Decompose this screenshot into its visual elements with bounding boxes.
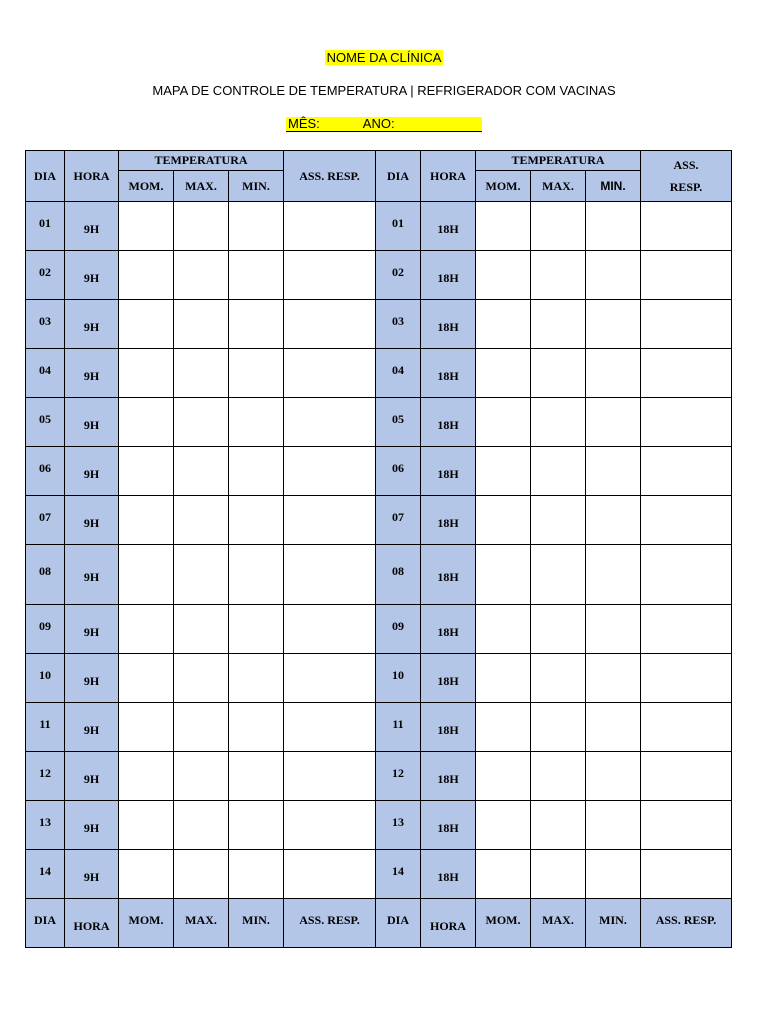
table-row: [26, 300, 732, 349]
footer-max-right-text: MAX.: [542, 912, 574, 927]
min-input-left[interactable]: [229, 202, 284, 251]
hour-cell-right-text: 18H: [437, 624, 459, 639]
max-input-left[interactable]: [174, 545, 229, 605]
mom-input-left[interactable]: [119, 349, 174, 398]
footer-min-left-text: MIN.: [242, 912, 270, 927]
mom-input-right[interactable]: [476, 349, 531, 398]
max-input-right[interactable]: [531, 398, 586, 447]
max-input-right[interactable]: [531, 447, 586, 496]
mom-input-left[interactable]: [119, 398, 174, 447]
signature-input-right[interactable]: [641, 801, 732, 850]
hour-cell-right: [421, 251, 476, 300]
max-input-right[interactable]: [531, 752, 586, 801]
hour-cell-right: [421, 349, 476, 398]
header-ass-label: ASS.: [673, 157, 699, 172]
footer-hora-left-text: HORA: [73, 918, 110, 933]
hour-cell-left-text: 9H: [83, 466, 100, 481]
day-cell-right: [376, 605, 421, 654]
header-dia-left: DIA: [26, 151, 65, 202]
hour-cell-right: [421, 801, 476, 850]
mom-input-left[interactable]: [119, 850, 174, 899]
hour-cell-right: [421, 300, 476, 349]
signature-input-left[interactable]: [284, 850, 376, 899]
temperature-table: [25, 150, 732, 948]
header-hora-right: HORA: [421, 151, 476, 202]
day-cell-right-text: 14: [392, 863, 404, 878]
max-input-right[interactable]: [531, 251, 586, 300]
day-cell-right: [376, 654, 421, 703]
day-cell-right-text: 04: [392, 362, 404, 377]
table-row: [26, 752, 732, 801]
hour-cell-left: [65, 850, 119, 899]
day-cell-left: [26, 801, 65, 850]
day-cell-right: [376, 703, 421, 752]
day-cell-right-text: 08: [392, 564, 404, 578]
clinic-name-text: NOME DA CLÍNICA: [326, 50, 442, 65]
footer-dia-left: [26, 899, 65, 948]
max-input-right[interactable]: [531, 703, 586, 752]
hour-cell-right-text: 18H: [437, 869, 459, 884]
day-cell-right-text: 13: [392, 814, 404, 829]
max-input-left[interactable]: [174, 605, 229, 654]
hour-cell-left-text: 9H: [83, 869, 100, 884]
hour-cell-left: [65, 496, 119, 545]
header-resp-label: RESP.: [669, 179, 703, 194]
hour-cell-left-text: 9H: [83, 319, 100, 334]
hour-cell-right: [421, 703, 476, 752]
max-input-left[interactable]: [174, 496, 229, 545]
hour-cell-left-text: 9H: [83, 221, 100, 236]
hour-cell-right: [421, 850, 476, 899]
max-input-right[interactable]: [531, 801, 586, 850]
mom-input-right[interactable]: [476, 496, 531, 545]
signature-input-right[interactable]: [641, 752, 732, 801]
day-cell-right: [376, 496, 421, 545]
day-cell-right: [376, 398, 421, 447]
day-cell-right-text: 01: [392, 215, 404, 230]
day-cell-left-text: 10: [39, 667, 51, 682]
max-input-left[interactable]: [174, 202, 229, 251]
day-cell-right: [376, 300, 421, 349]
footer-max-left: [174, 899, 229, 948]
signature-input-left[interactable]: [284, 496, 376, 545]
min-input-right[interactable]: [586, 605, 641, 654]
day-cell-left-text: 08: [39, 564, 51, 578]
min-input-right[interactable]: [586, 850, 641, 899]
hour-cell-left-text: 9H: [83, 820, 100, 835]
min-input-left[interactable]: [229, 801, 284, 850]
max-input-left[interactable]: [174, 752, 229, 801]
day-cell-left: [26, 398, 65, 447]
hour-cell-left: [65, 398, 119, 447]
max-input-left[interactable]: [174, 850, 229, 899]
signature-input-right[interactable]: [641, 349, 732, 398]
footer-hora-right: [421, 899, 476, 948]
day-cell-right: [376, 752, 421, 801]
footer-dia-left-text: DIA: [33, 912, 56, 927]
max-input-left[interactable]: [174, 447, 229, 496]
hour-cell-left-text: 9H: [83, 624, 100, 639]
table-row: [26, 496, 732, 545]
table-row: [26, 545, 732, 605]
hour-cell-left: [65, 300, 119, 349]
mom-input-left[interactable]: [119, 447, 174, 496]
mom-input-left[interactable]: [119, 202, 174, 251]
hour-cell-right-text: 18H: [437, 270, 459, 285]
header-temperatura-right: TEMPERATURA: [476, 151, 641, 171]
signature-input-right[interactable]: [641, 545, 732, 605]
table-row: [26, 202, 732, 251]
footer-hora-right-text: HORA: [430, 918, 466, 933]
day-cell-left-text: 09: [39, 618, 51, 633]
max-input-left[interactable]: [174, 654, 229, 703]
min-input-right[interactable]: [586, 545, 641, 605]
day-cell-right-text: 03: [392, 313, 404, 328]
table-row: [26, 398, 732, 447]
day-cell-right: [376, 202, 421, 251]
day-cell-left: [26, 545, 65, 605]
hour-cell-left: [65, 605, 119, 654]
footer-min-left: [229, 899, 284, 948]
hour-cell-right-text: 18H: [437, 319, 459, 334]
signature-input-left[interactable]: [284, 398, 376, 447]
signature-input-left[interactable]: [284, 545, 376, 605]
header-dia-right: DIA: [376, 151, 421, 202]
hour-cell-left: [65, 801, 119, 850]
footer-mom-right: [476, 899, 531, 948]
hour-cell-right: [421, 654, 476, 703]
day-cell-right-text: 06: [392, 460, 404, 475]
day-cell-left: [26, 300, 65, 349]
day-cell-right-text: 12: [392, 765, 404, 780]
day-cell-left: [26, 850, 65, 899]
min-input-left[interactable]: [229, 752, 284, 801]
day-cell-left: [26, 447, 65, 496]
mom-input-left[interactable]: [119, 801, 174, 850]
table-footer-row: [26, 899, 732, 948]
min-input-left[interactable]: [229, 703, 284, 752]
table-row: [26, 801, 732, 850]
header-mom-left: MOM.: [119, 171, 174, 202]
signature-input-right[interactable]: [641, 251, 732, 300]
clinic-name: [0, 50, 768, 65]
day-cell-left: [26, 654, 65, 703]
day-cell-right: [376, 850, 421, 899]
mom-input-right[interactable]: [476, 300, 531, 349]
footer-ass-resp-left-text: ASS. RESP.: [299, 912, 360, 927]
min-input-left[interactable]: [229, 398, 284, 447]
min-input-right[interactable]: [586, 202, 641, 251]
signature-input-right[interactable]: [641, 202, 732, 251]
signature-input-right[interactable]: [641, 398, 732, 447]
mom-input-left[interactable]: [119, 496, 174, 545]
day-cell-left: [26, 752, 65, 801]
header-min-left: MIN.: [229, 171, 284, 202]
hour-cell-right-text: 18H: [437, 368, 459, 383]
day-cell-left: [26, 349, 65, 398]
day-cell-right: [376, 447, 421, 496]
day-cell-left-text: 01: [39, 215, 51, 230]
max-input-left[interactable]: [174, 251, 229, 300]
max-input-right[interactable]: [531, 654, 586, 703]
mom-input-left[interactable]: [119, 752, 174, 801]
max-input-right[interactable]: [531, 202, 586, 251]
hour-cell-right-text: 18H: [437, 820, 459, 835]
signature-input-right[interactable]: [641, 447, 732, 496]
hour-cell-left-text: 9H: [83, 270, 100, 285]
table-row: [26, 447, 732, 496]
footer-min-right: [586, 899, 641, 948]
max-input-left[interactable]: [174, 398, 229, 447]
day-cell-left: [26, 202, 65, 251]
max-input-right[interactable]: [531, 300, 586, 349]
table-row: [26, 605, 732, 654]
signature-input-left[interactable]: [284, 654, 376, 703]
mom-input-right[interactable]: [476, 703, 531, 752]
day-cell-left-text: 05: [39, 411, 51, 426]
min-input-left[interactable]: [229, 300, 284, 349]
mom-input-right[interactable]: [476, 545, 531, 605]
signature-input-right[interactable]: [641, 654, 732, 703]
hour-cell-left-text: 9H: [83, 515, 100, 530]
mom-input-right[interactable]: [476, 447, 531, 496]
day-cell-left: [26, 496, 65, 545]
hour-cell-left-text: 9H: [83, 771, 100, 786]
min-input-left[interactable]: [229, 850, 284, 899]
year-label: ANO:: [362, 116, 395, 131]
day-cell-left-text: 14: [39, 863, 51, 878]
header-mom-right: MOM.: [476, 171, 531, 202]
hour-cell-left: [65, 349, 119, 398]
hour-cell-left: [65, 251, 119, 300]
day-cell-right-text: 09: [392, 618, 404, 633]
signature-input-left[interactable]: [284, 801, 376, 850]
min-input-left[interactable]: [229, 545, 284, 605]
min-input-left[interactable]: [229, 447, 284, 496]
hour-cell-right-text: 18H: [437, 515, 459, 530]
signature-input-left[interactable]: [284, 300, 376, 349]
day-cell-left-text: 02: [39, 264, 51, 279]
header-hora-left: HORA: [65, 151, 119, 202]
max-input-right[interactable]: [531, 349, 586, 398]
table-row: [26, 654, 732, 703]
min-input-left[interactable]: [229, 496, 284, 545]
hour-cell-left: [65, 545, 119, 605]
day-cell-right: [376, 349, 421, 398]
hour-cell-right: [421, 202, 476, 251]
mom-input-right[interactable]: [476, 251, 531, 300]
signature-input-right[interactable]: [641, 496, 732, 545]
header-max-right: MAX.: [531, 171, 586, 202]
header-temperatura-left: TEMPERATURA: [119, 151, 284, 171]
max-input-left[interactable]: [174, 703, 229, 752]
month-label: MÊS:: [288, 116, 320, 131]
signature-input-left[interactable]: [284, 202, 376, 251]
hour-cell-right-text: 18H: [437, 722, 459, 737]
signature-input-left[interactable]: [284, 349, 376, 398]
hour-cell-left-text: 9H: [83, 417, 100, 432]
min-input-left[interactable]: [229, 654, 284, 703]
hour-cell-left: [65, 447, 119, 496]
day-cell-right: [376, 545, 421, 605]
max-input-left[interactable]: [174, 801, 229, 850]
hour-cell-right-text: 18H: [437, 466, 459, 481]
table-row: [26, 251, 732, 300]
footer-ass-resp-left: [284, 899, 376, 948]
day-cell-left-text: 11: [39, 716, 51, 731]
footer-max-left-text: MAX.: [185, 912, 217, 927]
mom-input-left[interactable]: [119, 703, 174, 752]
hour-cell-left-text: 9H: [83, 570, 100, 584]
day-cell-right-text: 02: [392, 264, 404, 279]
hour-cell-right: [421, 545, 476, 605]
header-ass-resp-left: ASS. RESP.: [284, 151, 376, 202]
day-cell-left: [26, 703, 65, 752]
header-max-left: MAX.: [174, 171, 229, 202]
min-input-right[interactable]: [586, 349, 641, 398]
signature-input-left[interactable]: [284, 605, 376, 654]
footer-max-right: [531, 899, 586, 948]
min-input-right[interactable]: [586, 752, 641, 801]
footer-mom-left: [119, 899, 174, 948]
hour-cell-right-text: 18H: [437, 771, 459, 786]
signature-input-right[interactable]: [641, 703, 732, 752]
min-input-right[interactable]: [586, 398, 641, 447]
month-year-line: [0, 116, 768, 132]
day-cell-left-text: 07: [39, 509, 51, 524]
month-year-field[interactable]: [286, 117, 482, 132]
table-row: [26, 703, 732, 752]
footer-hora-left: [65, 899, 119, 948]
hour-cell-left-text: 9H: [83, 368, 100, 383]
table-header-row: [26, 151, 732, 171]
hour-cell-left: [65, 752, 119, 801]
min-input-right[interactable]: [586, 801, 641, 850]
min-input-right[interactable]: [586, 654, 641, 703]
header-min-right: MIN.: [586, 171, 641, 202]
mom-input-right[interactable]: [476, 752, 531, 801]
mom-input-left[interactable]: [119, 605, 174, 654]
mom-input-left[interactable]: [119, 545, 174, 605]
hour-cell-right: [421, 496, 476, 545]
mom-input-right[interactable]: [476, 654, 531, 703]
table-row: [26, 349, 732, 398]
mom-input-right[interactable]: [476, 801, 531, 850]
hour-cell-right: [421, 398, 476, 447]
day-cell-left: [26, 251, 65, 300]
min-input-left[interactable]: [229, 605, 284, 654]
signature-input-left[interactable]: [284, 447, 376, 496]
footer-min-right-text: MIN.: [599, 912, 627, 927]
day-cell-left-text: 04: [39, 362, 51, 377]
max-input-left[interactable]: [174, 349, 229, 398]
signature-input-right[interactable]: [641, 850, 732, 899]
mom-input-left[interactable]: [119, 654, 174, 703]
header-ass-resp-right: [641, 151, 732, 202]
footer-mom-left-text: MOM.: [128, 912, 164, 927]
day-cell-left-text: 03: [39, 313, 51, 328]
signature-input-left[interactable]: [284, 251, 376, 300]
mom-input-right[interactable]: [476, 398, 531, 447]
max-input-right[interactable]: [531, 496, 586, 545]
day-cell-right-text: 05: [392, 411, 404, 426]
signature-input-left[interactable]: [284, 703, 376, 752]
min-input-right[interactable]: [586, 703, 641, 752]
footer-mom-right-text: MOM.: [485, 912, 521, 927]
hour-cell-left: [65, 654, 119, 703]
day-cell-right-text: 10: [392, 667, 404, 682]
mom-input-right[interactable]: [476, 850, 531, 899]
footer-ass-resp-right: [641, 899, 732, 948]
hour-cell-right-text: 18H: [437, 221, 459, 236]
document-title: MAPA DE CONTROLE DE TEMPERATURA | REFRIGERADOR COM VACINAS: [152, 83, 616, 98]
hour-cell-left-text: 9H: [83, 673, 100, 688]
footer-dia-right-text: DIA: [386, 912, 409, 927]
hour-cell-right-text: 18H: [437, 570, 459, 584]
day-cell-right-text: 07: [392, 509, 404, 524]
day-cell-left-text: 06: [39, 460, 51, 475]
mom-input-left[interactable]: [119, 300, 174, 349]
day-cell-right-text: 11: [392, 716, 404, 731]
day-cell-left-text: 12: [39, 765, 51, 780]
day-cell-right: [376, 801, 421, 850]
max-input-left[interactable]: [174, 300, 229, 349]
footer-dia-right: [376, 899, 421, 948]
min-input-right[interactable]: [586, 300, 641, 349]
min-input-right[interactable]: [586, 496, 641, 545]
signature-input-right[interactable]: [641, 605, 732, 654]
day-cell-right: [376, 251, 421, 300]
footer-ass-resp-right-text: ASS. RESP.: [655, 912, 717, 927]
mom-input-right[interactable]: [476, 202, 531, 251]
hour-cell-left-text: 9H: [83, 722, 100, 737]
mom-input-left[interactable]: [119, 251, 174, 300]
hour-cell-left: [65, 202, 119, 251]
hour-cell-right: [421, 605, 476, 654]
table-row: [26, 850, 732, 899]
min-input-right[interactable]: [586, 251, 641, 300]
min-input-right[interactable]: [586, 447, 641, 496]
hour-cell-right-text: 18H: [437, 673, 459, 688]
mom-input-right[interactable]: [476, 605, 531, 654]
hour-cell-left: [65, 703, 119, 752]
min-input-left[interactable]: [229, 251, 284, 300]
max-input-right[interactable]: [531, 545, 586, 605]
max-input-right[interactable]: [531, 605, 586, 654]
max-input-right[interactable]: [531, 850, 586, 899]
hour-cell-right: [421, 752, 476, 801]
signature-input-right[interactable]: [641, 300, 732, 349]
day-cell-left-text: 13: [39, 814, 51, 829]
min-input-left[interactable]: [229, 349, 284, 398]
signature-input-left[interactable]: [284, 752, 376, 801]
day-cell-left: [26, 605, 65, 654]
hour-cell-right-text: 18H: [437, 417, 459, 432]
hour-cell-right: [421, 447, 476, 496]
